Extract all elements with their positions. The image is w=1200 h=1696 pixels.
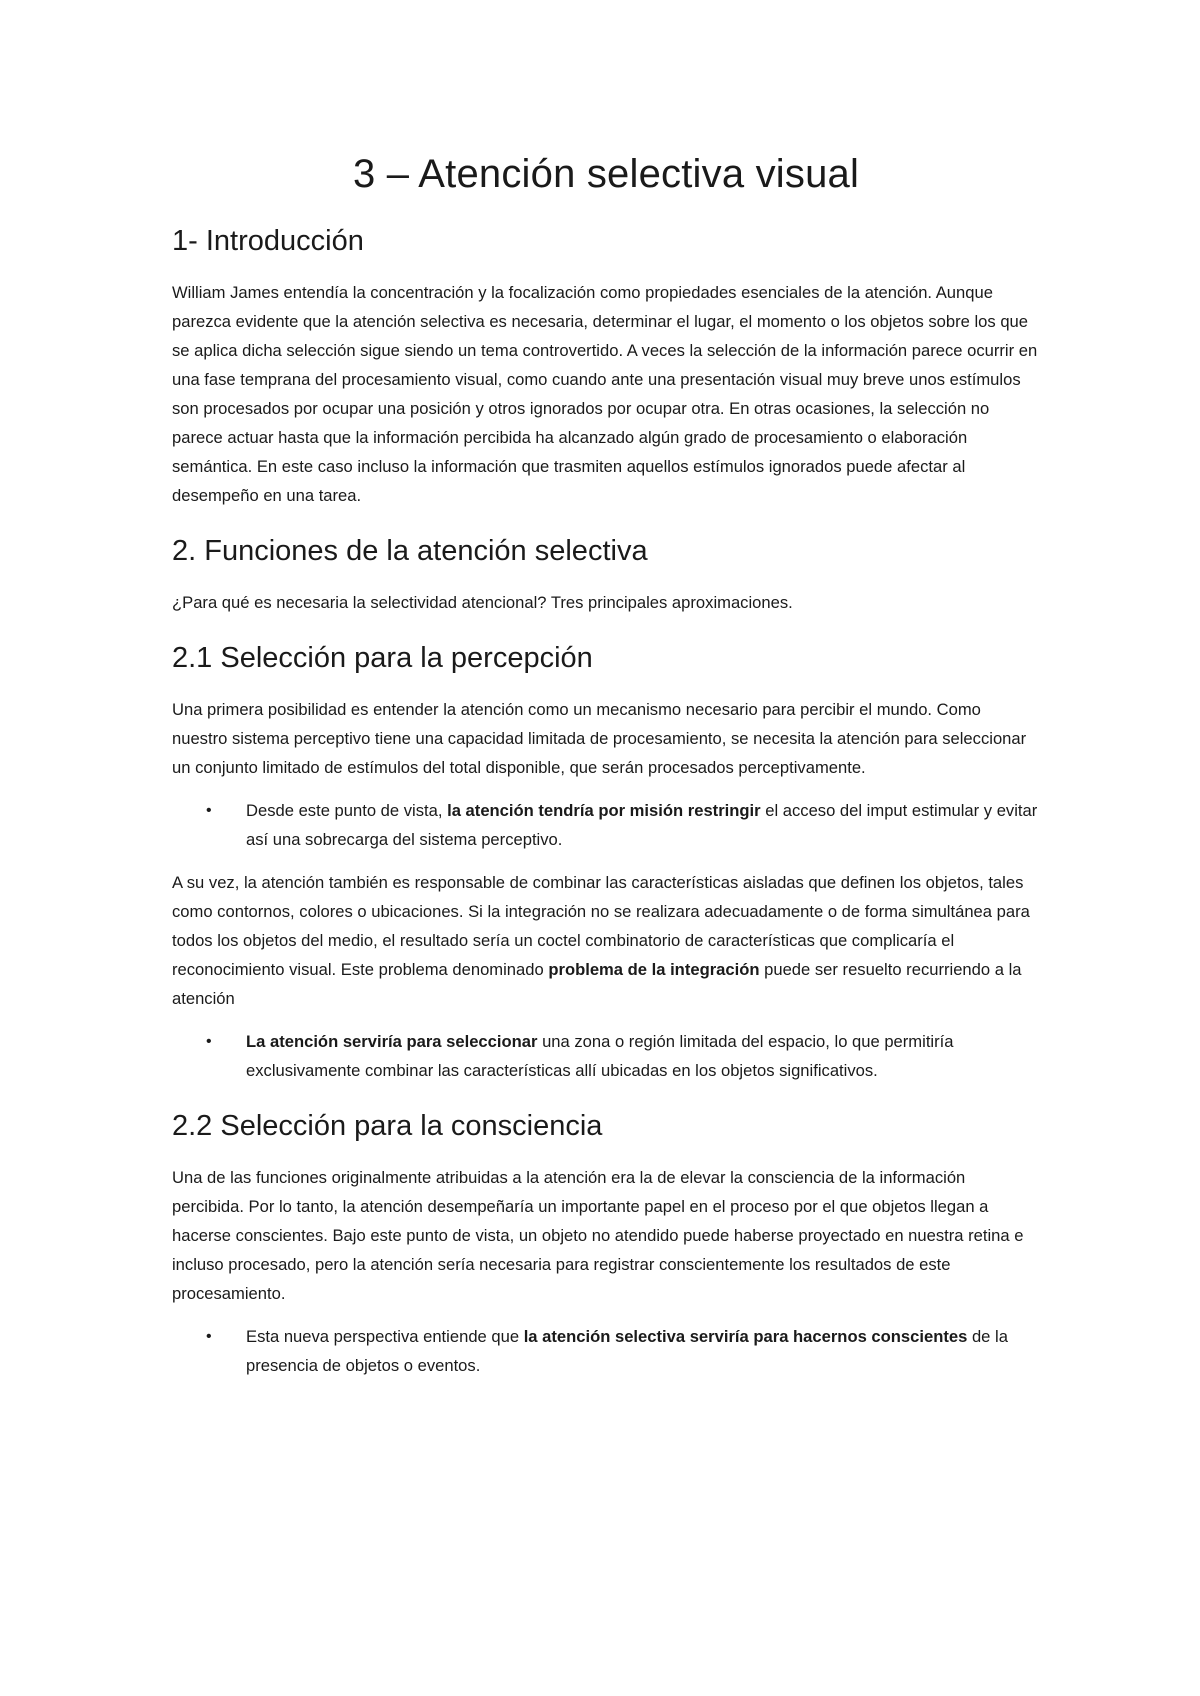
paragraph-funciones: ¿Para qué es necesaria la selectividad atencional? Tres principales aproximaciones. xyxy=(172,593,793,612)
paragraph-text-bold: problema de la integración xyxy=(548,960,760,979)
bullet-text-post: de la presencia de objetos o eventos. xyxy=(246,1327,1008,1375)
bullet-text-pre: Esta nueva perspectiva entiende que xyxy=(246,1327,524,1346)
bullet-text-pre: Desde este punto de vista, xyxy=(246,801,448,820)
heading-introduccion: 1- Introducción xyxy=(172,225,364,257)
bullet-text-bold: La atención serviría para seleccionar xyxy=(246,1032,538,1051)
paragraph-text-post: puede ser resuelto recurriendo a la atención xyxy=(172,960,1022,1008)
paragraph-percepcion-1: Una primera posibilidad es entender la atención como un mecanismo necesario para percibir el mundo. Como nuestro sistema perceptivo tiene una capacidad limitada de procesamiento, se necesita la atención para seleccionar un conjunto limitado de estímulos del total disponible, que serán procesados perceptivamente. xyxy=(172,700,1027,777)
bullet-icon: • xyxy=(206,1328,212,1345)
paragraph-text-pre: A su vez, la atención también es responsable de combinar las características aisladas que definen los objetos, tales como contornos, colores o ubicaciones. Si la integración no se realizara adecuadamente o de forma simultánea para todos los objetos del medio, el resultado sería un coctel combinatorio de características que complicaría el reconocimiento visual. Este problema denominado xyxy=(172,873,1030,979)
list-item xyxy=(172,1322,1040,1380)
paragraph-consciencia: Una de las funciones originalmente atribuidas a la atención era la de elevar la consciencia de la información percibida. Por lo tanto, la atención desempeñaría un importante papel en el proceso por el que objetos llegan a hacerse conscientes. Bajo este punto de vista, un objeto no atendido puede haberse proyectado en nuestra retina e incluso procesado, pero la atención sería necesaria para registrar conscientemente los resultados de este procesamiento. xyxy=(172,1168,1024,1303)
bullet-list-consciencia xyxy=(172,1322,1040,1380)
paragraph-percepcion-2 xyxy=(172,868,1040,1013)
bullet-list-percepcion-2 xyxy=(172,1027,1040,1085)
bullet-list-percepcion-1 xyxy=(172,796,1040,854)
list-item xyxy=(172,796,1040,854)
bullet-text-post: el acceso del imput estimular y evitar así una sobrecarga del sistema perceptivo. xyxy=(246,801,1038,849)
bullet-icon: • xyxy=(206,802,212,819)
heading-percepcion: 2.1 Selección para la percepción xyxy=(172,642,593,674)
heading-consciencia: 2.2 Selección para la consciencia xyxy=(172,1110,603,1142)
heading-funciones: 2. Funciones de la atención selectiva xyxy=(172,535,648,567)
bullet-text-post: una zona o región limitada del espacio, lo que permitiría exclusivamente combinar las características allí ubicadas en los objetos significativos. xyxy=(246,1032,954,1080)
document-title: 3 – Atención selectiva visual xyxy=(352,152,860,196)
bullet-icon: • xyxy=(206,1033,212,1050)
paragraph-introduccion: William James entendía la concentración y la focalización como propiedades esenciales de la atención. Aunque parezca evidente que la atención selectiva es necesaria, determinar el lugar, el momento o los objetos sobre los que se aplica dicha selección sigue siendo un tema controvertido. A veces la selección de la información parece ocurrir en una fase temprana del procesamiento visual, como cuando ante una presentación visual muy breve unos estímulos son procesados por ocupar una posición y otros ignorados por ocupar otra. En otras ocasiones, la selección no parece actuar hasta que la información percibida ha alcanzado algún grado de procesamiento o elaboración semántica. En este caso incluso la información que trasmiten aquellos estímulos ignorados puede afectar al desempeño en una tarea. xyxy=(172,283,1038,505)
bullet-text-bold: la atención tendría por misión restringir xyxy=(447,801,761,820)
bullet-text-bold: la atención selectiva serviría para hacernos conscientes xyxy=(523,1327,968,1346)
list-item xyxy=(172,1027,1040,1085)
